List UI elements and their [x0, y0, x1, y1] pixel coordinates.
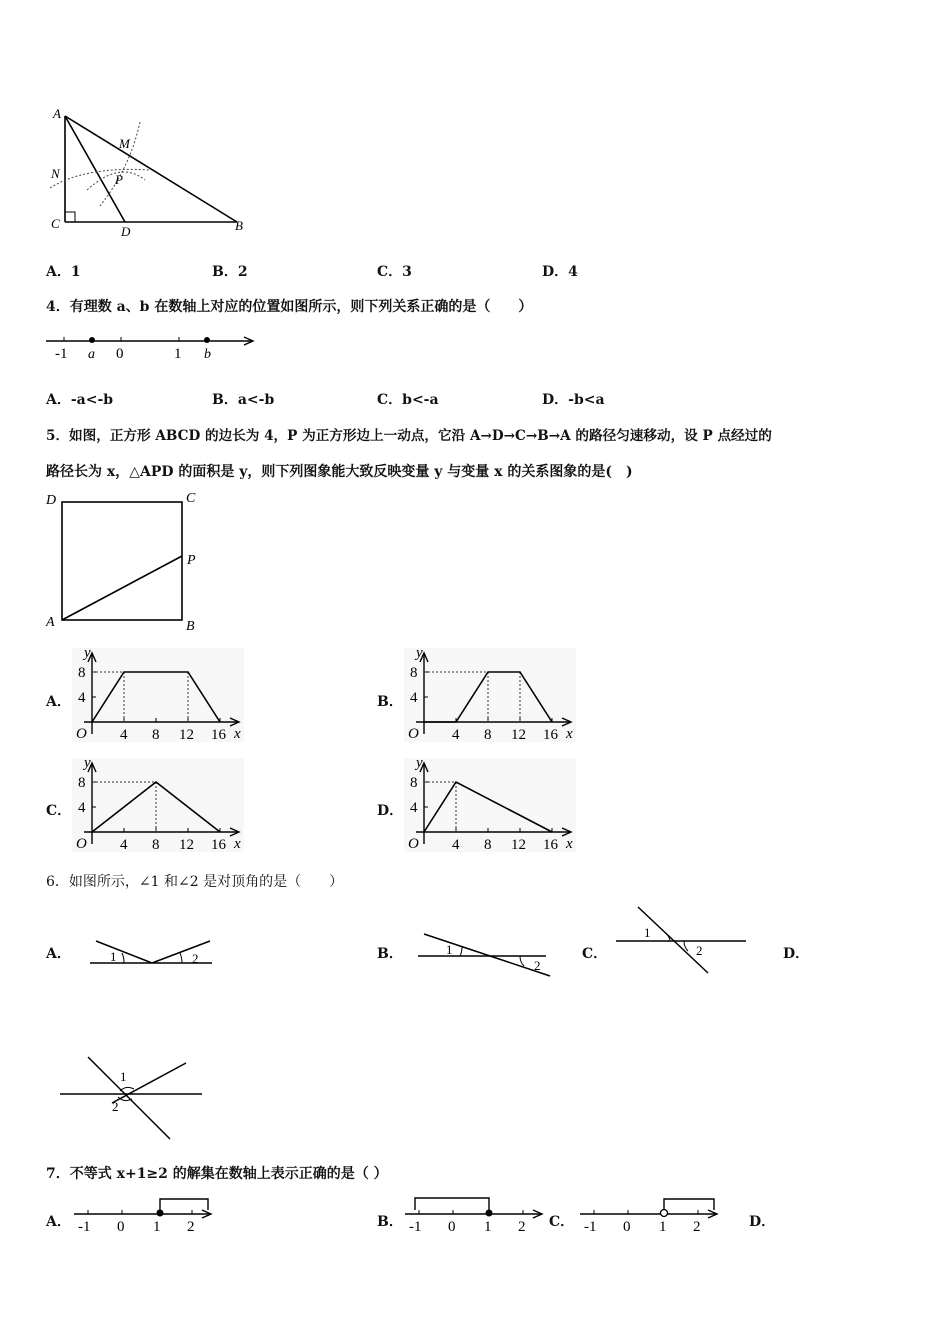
q5-graph-d-xtick-16: 16 [543, 837, 558, 853]
q5-graph-b[interactable] [400, 645, 580, 748]
q5-option-a-letter[interactable]: A． [46, 694, 71, 710]
q6-figure-b[interactable] [416, 930, 556, 980]
q4-option-a-letter: A． [46, 392, 71, 408]
q5-graph-c-ytick-8: 8 [78, 775, 86, 791]
q7b-tick-0: 0 [448, 1219, 456, 1235]
q5-graph-a-xtick-4: 4 [120, 727, 128, 743]
q5-label-c: C [186, 491, 196, 506]
q7b-tick-neg1: -1 [409, 1219, 422, 1235]
q5-label-d: D [46, 493, 57, 508]
q3-label-d: D [121, 224, 131, 239]
q7c-tick-2: 2 [693, 1219, 701, 1235]
q4-tick-1: 1 [174, 346, 182, 362]
q5-graph-a-ytick-8: 8 [78, 665, 86, 681]
q5-graph-c-xtick-12: 12 [179, 837, 194, 853]
q5-label-p: P [187, 553, 196, 568]
q3-label-a: A [53, 106, 61, 121]
q5-graph-c-xtick-8: 8 [152, 837, 160, 853]
q4-option-c-letter: C． [377, 392, 403, 408]
q5-graph-a-ytick-4: 4 [78, 690, 86, 706]
q6-figure-c[interactable] [612, 903, 752, 978]
q4-option-a-text: -a<-b [70, 392, 114, 408]
q6-stem-text: 6．如图所示，∠1 和∠2 是对顶角的是（ ） [46, 874, 344, 890]
q5-graph-d-xtick-8: 8 [484, 837, 492, 853]
q3-option-c[interactable] [377, 261, 412, 281]
q6-option-a-letter[interactable]: A． [46, 946, 71, 962]
q7-numberline-b[interactable] [403, 1196, 553, 1236]
q3-option-a-text: 1 [70, 264, 81, 280]
q7a-tick-0: 0 [117, 1219, 125, 1235]
q5-label-a: A [46, 615, 55, 630]
q5-stem-line2: 路径长为 x，△APD 的面积是 y，则下列图象能大致反映变量 y 与变量 x 的关系图象的是( ) [46, 464, 633, 480]
q7-option-b-letter[interactable]: B． [377, 1214, 403, 1230]
q6b-angle-2: 2 [534, 958, 541, 973]
q5-graph-b-xtick-12: 12 [511, 727, 526, 743]
q6c-angle-2: 2 [696, 943, 703, 958]
q4-label-b: b [204, 347, 211, 362]
q4-option-d-text: -b<a [568, 392, 605, 408]
q5-graph-a[interactable] [68, 645, 248, 748]
q4-option-d[interactable] [542, 389, 605, 409]
q7c-tick-1: 1 [659, 1219, 667, 1235]
q7-numberline-c[interactable] [578, 1196, 728, 1236]
q5-graph-c-xtick-4: 4 [120, 837, 128, 853]
q5-graph-a-xtick-16: 16 [211, 727, 226, 743]
q5-graph-b-ytick-4: 4 [410, 690, 418, 706]
q5-graph-d[interactable] [400, 755, 580, 858]
q7c-tick-0: 0 [623, 1219, 631, 1235]
q3-option-a-letter: A． [46, 264, 71, 280]
q5-stem-line1: 5．如图，正方形 ABCD 的边长为 4，P 为正方形边上一动点，它沿 A→D→C→B→A 的路径匀速移动，设 P 点经过的 [46, 428, 772, 444]
q4-stem: 4．有理数 a、b 在数轴上对应的位置如图所示，则下列关系正确的是（ ） [46, 299, 533, 315]
q3-option-b-text: 2 [237, 264, 248, 280]
q3-option-c-text: 3 [402, 264, 412, 280]
q6-stem [46, 871, 343, 891]
q3-option-b-letter: B． [212, 264, 238, 280]
q5-graph-c-origin-label: O [76, 836, 87, 852]
q7a-tick-1: 1 [153, 1219, 161, 1235]
q3-option-b[interactable] [212, 261, 248, 281]
q5-option-b-letter[interactable]: B． [377, 694, 403, 710]
q3-label-p: P [115, 172, 123, 187]
q6d-angle-2: 2 [112, 1099, 119, 1114]
q7-stem: 7．不等式 x+1≥2 的解集在数轴上表示正确的是（ ） [46, 1166, 388, 1182]
q5-graph-d-y-label: y [416, 755, 423, 771]
q5-graph-b-xtick-4: 4 [452, 727, 460, 743]
q5-graph-b-origin-label: O [408, 726, 419, 742]
q4-option-b[interactable] [212, 389, 274, 409]
q5-graph-c-ytick-4: 4 [78, 800, 86, 816]
q5-graph-d-ytick-4: 4 [410, 800, 418, 816]
q5-option-d-letter[interactable]: D． [377, 803, 404, 819]
q4-option-d-letter: D． [542, 392, 569, 408]
q3-option-d[interactable] [542, 261, 578, 281]
q5-graph-b-x-label: x [566, 726, 573, 742]
q5-graph-d-x-label: x [566, 836, 573, 852]
q4-point-b [204, 337, 210, 343]
q3-triangle-figure [45, 108, 245, 238]
q5-graph-a-origin-label: O [76, 726, 87, 742]
q4-tick-neg1: -1 [55, 346, 68, 362]
q3-option-a[interactable] [46, 261, 81, 281]
q5-graph-a-y-label: y [84, 645, 91, 661]
q5-graph-d-origin-label: O [408, 836, 419, 852]
q5-graph-a-x-label: x [234, 726, 241, 742]
q7a-tick-neg1: -1 [78, 1219, 91, 1235]
q5-graph-d-xtick-4: 4 [452, 837, 460, 853]
q5-square-figure [44, 490, 204, 634]
q4-number-line [44, 331, 264, 361]
q4-label-a: a [88, 347, 95, 362]
q3-option-d-text: 4 [568, 264, 578, 280]
q6-option-b-letter[interactable]: B． [377, 946, 403, 962]
q4-tick-0: 0 [116, 346, 124, 362]
q6-option-c-letter[interactable]: C． [582, 946, 608, 962]
q5-graph-b-y-label: y [416, 645, 423, 661]
q6a-angle-2: 2 [192, 951, 199, 966]
q3-option-c-letter: C． [377, 264, 403, 280]
q5-graph-c-x-label: x [234, 836, 241, 852]
q4-option-b-text: a<-b [237, 392, 275, 408]
q7-numberline-a[interactable] [72, 1196, 222, 1236]
q6d-angle-1: 1 [120, 1069, 127, 1084]
q5-label-b: B [186, 619, 195, 634]
q3-label-b: B [235, 218, 243, 233]
q7b-tick-1: 1 [484, 1219, 492, 1235]
q7c-tick-neg1: -1 [584, 1219, 597, 1235]
q5-graph-a-xtick-8: 8 [152, 727, 160, 743]
q5-option-c-letter[interactable]: C． [46, 803, 72, 819]
q4-option-c[interactable] [377, 389, 439, 409]
q5-graph-a-xtick-12: 12 [179, 727, 194, 743]
q6-figure-a[interactable] [88, 935, 218, 975]
q5-graph-b-xtick-16: 16 [543, 727, 558, 743]
q5-graph-c[interactable] [68, 755, 248, 858]
q7-option-c-letter[interactable]: C． [549, 1214, 575, 1230]
q3-option-d-letter: D． [542, 264, 569, 280]
q6-figure-d[interactable] [58, 1053, 218, 1143]
q7-option-a-letter[interactable]: A． [46, 1214, 71, 1230]
q4-point-a [89, 337, 95, 343]
q7a-tick-2: 2 [187, 1219, 195, 1235]
q5-graph-d-ytick-8: 8 [410, 775, 418, 791]
q5-graph-b-ytick-8: 8 [410, 665, 418, 681]
q3-label-m: M [119, 136, 130, 151]
q7-option-d-letter[interactable]: D． [749, 1214, 776, 1230]
q5-graph-b-xtick-8: 8 [484, 727, 492, 743]
q5-graph-c-y-label: y [84, 755, 91, 771]
q4-option-c-text: b<-a [402, 392, 439, 408]
q5-graph-d-xtick-12: 12 [511, 837, 526, 853]
q3-label-n: N [51, 166, 60, 181]
q6a-angle-1: 1 [110, 949, 117, 964]
q6b-angle-1: 1 [446, 942, 453, 957]
q6c-angle-1: 1 [644, 925, 651, 940]
q7b-tick-2: 2 [518, 1219, 526, 1235]
q6-option-d-letter[interactable]: D． [783, 946, 810, 962]
q4-option-b-letter: B． [212, 392, 238, 408]
q5-graph-c-xtick-16: 16 [211, 837, 226, 853]
q3-label-c: C [51, 216, 60, 231]
q4-option-a[interactable] [46, 389, 113, 409]
